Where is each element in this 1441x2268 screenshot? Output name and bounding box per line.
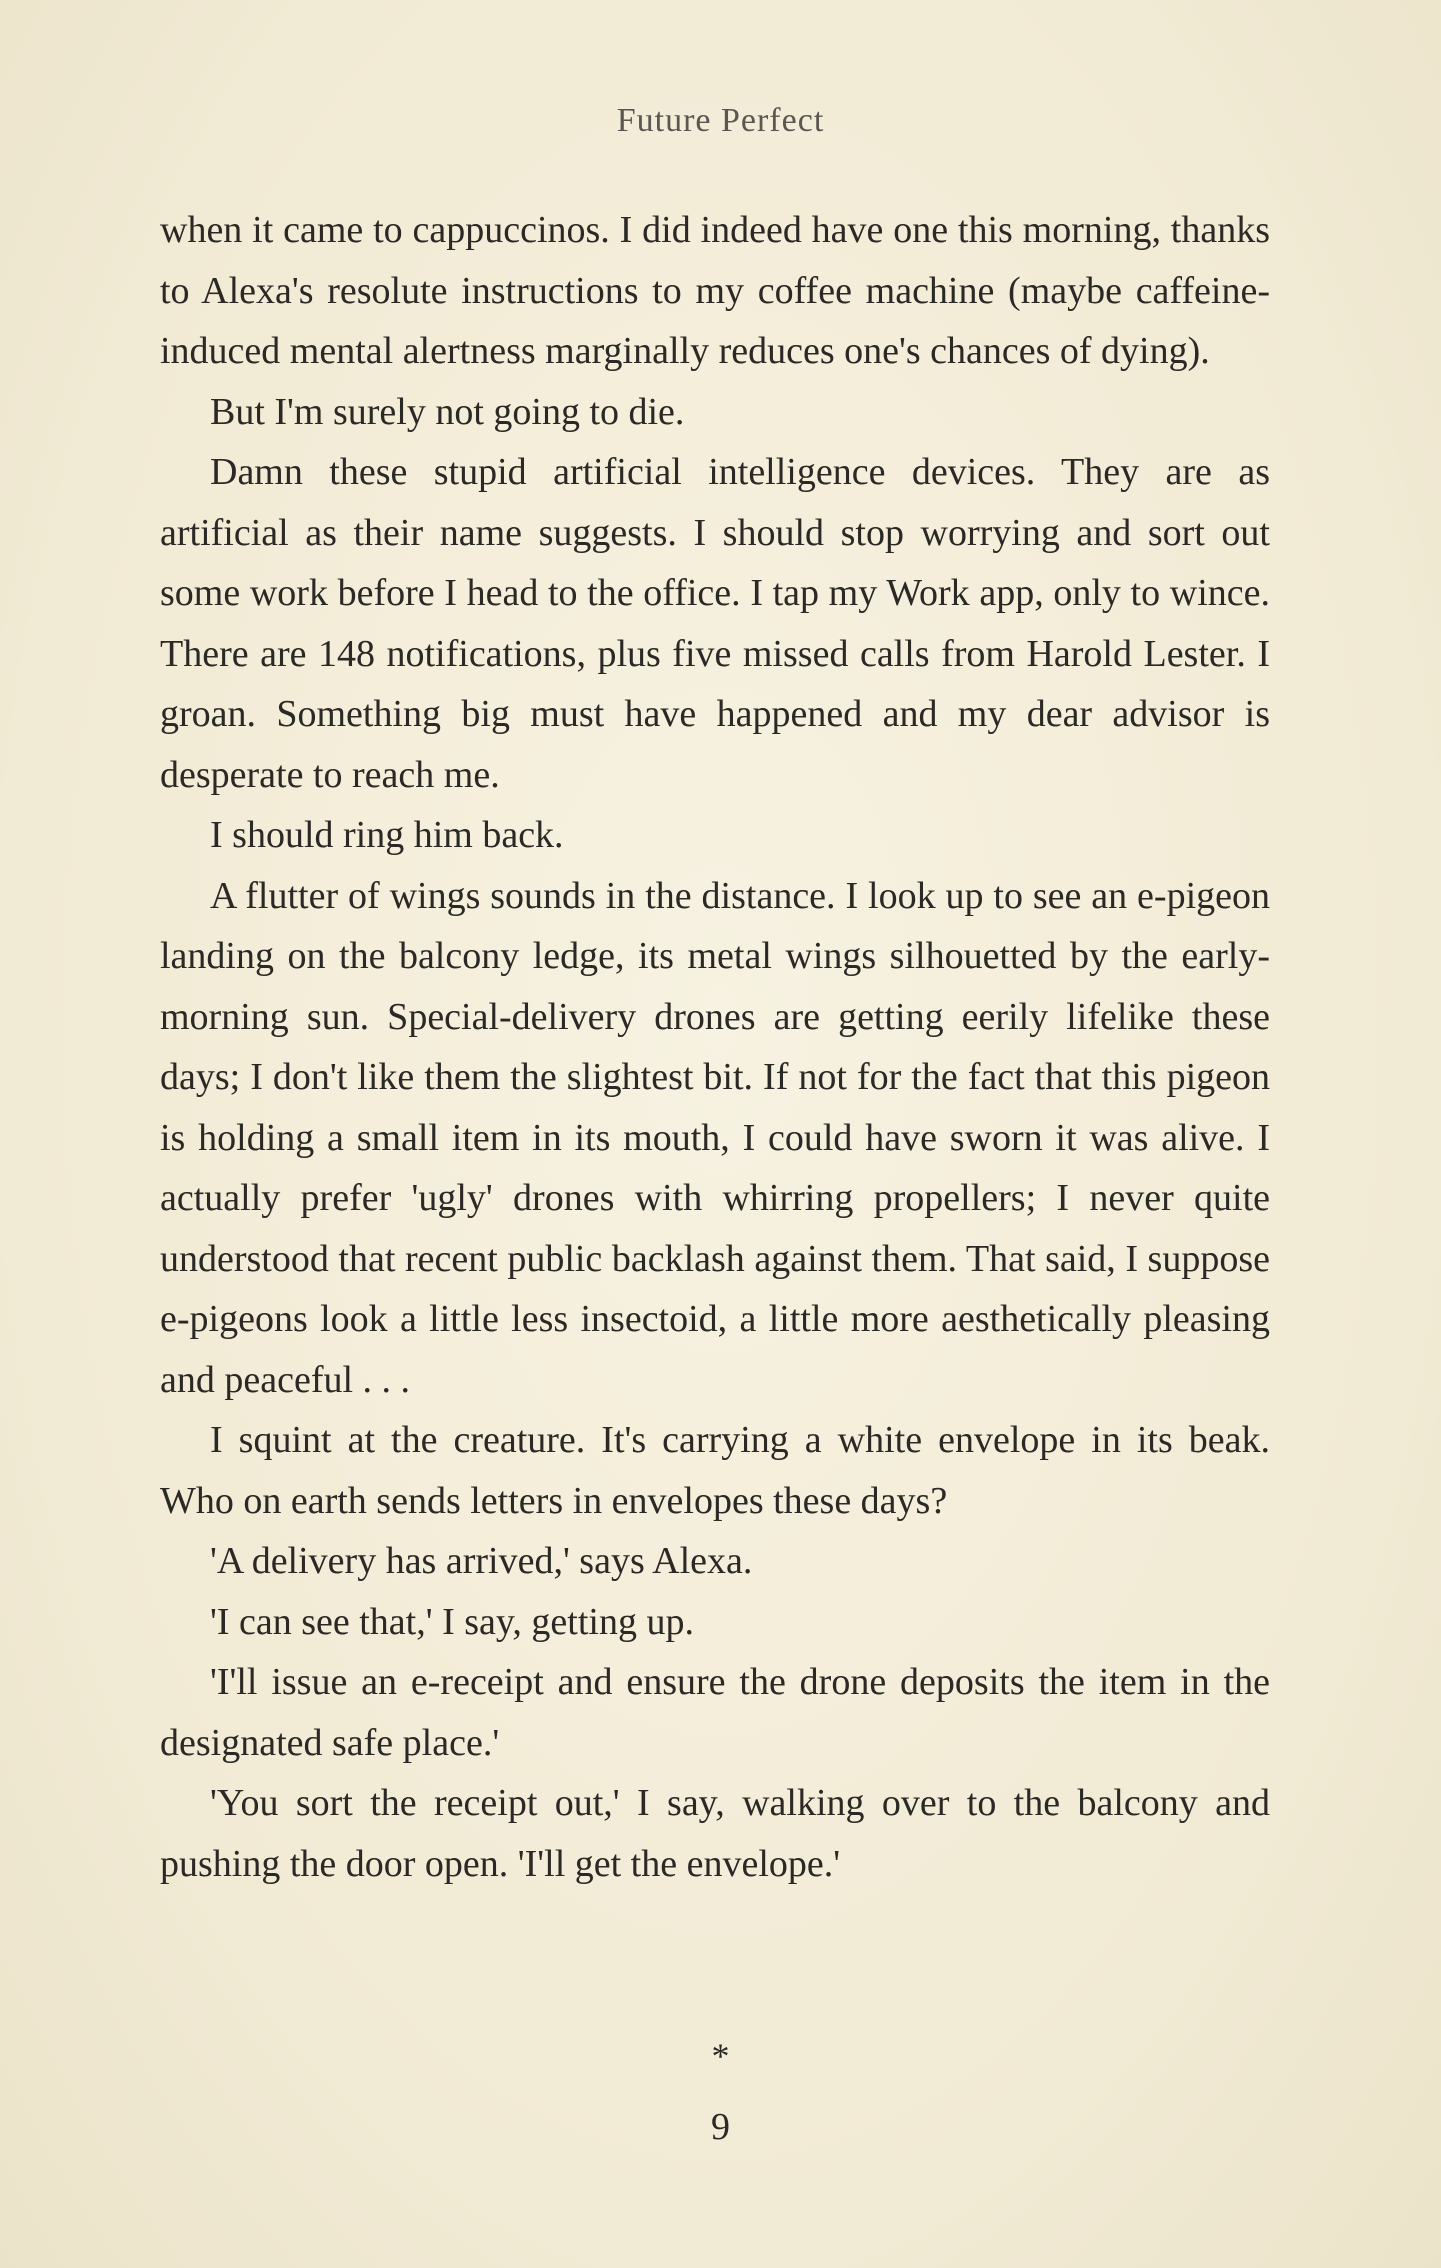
paragraph: when it came to cappuccinos. I did indeed have one this morning, thanks to Alexa's resolute instructions to my coffee machine (maybe caffeine-induced mental alertness marginally reduces one's chances of dying).: [160, 209, 1270, 372]
paragraph: 'I'll issue an e-receipt and ensure the drone deposits the item in the designated safe place.': [160, 1661, 1270, 1764]
paragraph: 'You sort the receipt out,' I say, walking over to the balcony and pushing the door open. 'I'll get the envelope.': [160, 1782, 1270, 1885]
running-head: Future Perfect: [616, 102, 825, 139]
paragraph: But I'm surely not going to die.: [210, 390, 685, 433]
paragraph: A flutter of wings sounds in the distance. I look up to see an e-pigeon landing on the balcony ledge, its metal wings silhouetted by the early-morning sun. Special-delivery drones are getting eerily lifelike these days; I don't like them the slightest bit. If not for the fact that this pigeon is holding a small item in its mouth, I could have sworn it was alive. I actually prefer 'ugly' drones with whirring propellers; I never quite understood that recent public backlash against them. That said, I suppose e-pigeons look a little less insectoid, a little more aesthetically pleasing and peaceful . . .: [160, 874, 1270, 1401]
page-number: 9: [711, 2106, 730, 2148]
body-text: [160, 200, 1270, 1894]
paragraph: 'I can see that,' I say, getting up.: [210, 1600, 694, 1643]
paragraph: 'A delivery has arrived,' says Alexa.: [210, 1540, 753, 1582]
scene-break: *: [711, 2036, 730, 2076]
paragraph: Damn these stupid artificial intelligence devices. They are as artificial as their name suggests. I should stop worrying and sort out some work before I head to the office. I tap my Work app, only to wince. There are 148 notifications, plus five missed calls from Harold Lester. I groan. Something big must have happened and my dear advisor is desperate to reach me.: [160, 451, 1270, 796]
paragraph: I should ring him back.: [210, 814, 564, 856]
paragraph: I squint at the creature. It's carrying a white envelope in its beak. Who on earth sends letters in envelopes these days?: [160, 1419, 1270, 1522]
